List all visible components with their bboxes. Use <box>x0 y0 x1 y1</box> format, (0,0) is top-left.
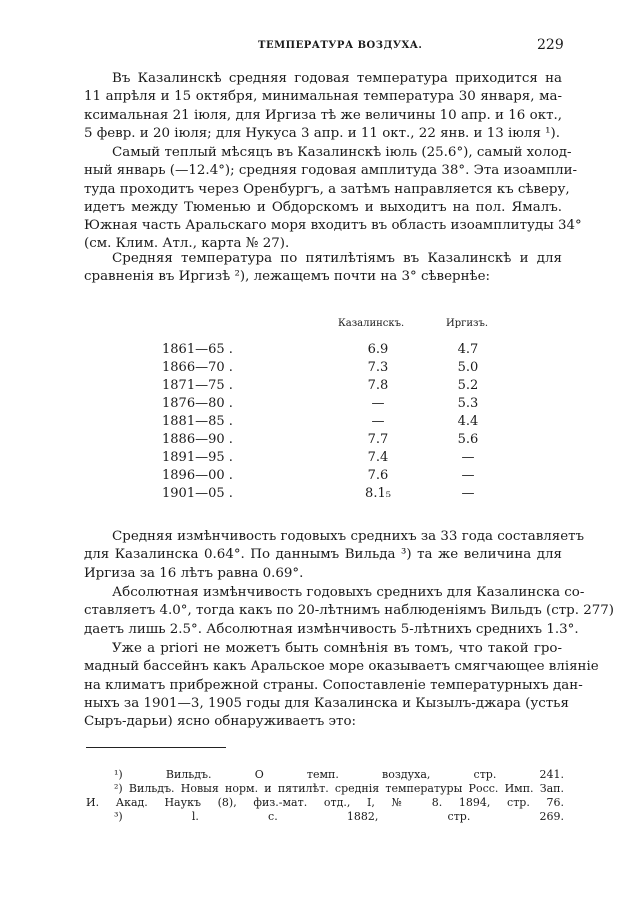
period-cell: 1901—05 . <box>162 486 233 501</box>
kazalinsk-cell: 7.7 <box>367 432 389 447</box>
footnote-1: ¹) Вильдъ. О темп. воздуха, стр. 241. <box>114 768 564 781</box>
text-line: Южная часть Аральскаго моря входитъ въ область изоамплитуды 34° <box>84 218 582 234</box>
paragraph-3 <box>84 250 562 287</box>
period-cell: 1896—00 . <box>162 468 233 483</box>
text-line: Средняя температура по пятилѣтіямъ въ Казалинскѣ и для <box>112 251 562 266</box>
table-row <box>158 450 518 468</box>
irgiz-cell: — <box>461 468 475 483</box>
irgiz-cell: 5.6 <box>457 432 479 447</box>
irgiz-cell: 5.2 <box>457 378 479 393</box>
irgiz-cell: 4.7 <box>457 342 479 357</box>
kazalinsk-cell: 7.4 <box>367 450 389 465</box>
period-cell: 1876—80 . <box>162 396 233 411</box>
footnote-2-cont: И. Акад. Наукъ (8), физ.-мат. отд., I, № 8. 1894, стр. 76. <box>86 796 564 809</box>
period-cell: 1866—70 . <box>162 360 233 375</box>
text-line: 5 февр. и 20 іюля; для Нукуса 3 апр. и 11 окт., 22 янв. и 13 іюля ¹). <box>84 125 560 141</box>
text-line: ныхъ за 1901—3, 1905 годы для Казалинска и Кызылъ-джара (устья <box>84 695 569 711</box>
kazalinsk-cell: 7.3 <box>367 360 389 375</box>
irgiz-cell: — <box>461 486 475 501</box>
text-line: ксимальная 21 іюля, для Иргиза тѣ же величины 10 апр. и 16 окт., <box>84 107 562 123</box>
text-line: Абсолютная измѣнчивость годовыхъ среднихъ для Казалинска со- <box>112 585 585 600</box>
paragraph-5 <box>84 584 615 639</box>
footnote-divider <box>86 747 226 748</box>
paragraph-2 <box>84 144 582 254</box>
text-line: Самый теплый мѣсяцъ въ Казалинскѣ іюль (25.6°), самый холод- <box>112 145 572 160</box>
text-line: туда проходитъ через Оренбургъ, а затѣмъ направляется къ сѣверу, <box>84 181 570 197</box>
text-line: (см. Клим. Атл., карта № 27). <box>84 236 290 252</box>
text-line: идетъ между Тюменью и Обдорскомъ и выходитъ на пол. Ямалъ. <box>84 199 562 215</box>
irgiz-cell: 4.4 <box>457 414 479 429</box>
text-line: Средняя измѣнчивость годовыхъ среднихъ за 33 года составляетъ <box>112 529 585 544</box>
text-line: ставляетъ 4.0°, тогда какъ по 20-лѣтнимъ наблюденіямъ Вильдъ (стр. 277) <box>84 603 615 619</box>
table-row <box>158 486 518 504</box>
table-row <box>158 414 518 432</box>
text-line: даетъ лишь 2.5°. Абсолютная измѣнчивость 5-лѣтнихъ среднихъ 1.3°. <box>84 621 579 637</box>
kazalinsk-cell: 7.8 <box>367 378 389 393</box>
table-row <box>158 360 518 378</box>
text-line: Въ Казалинскѣ средняя годовая температура приходится на <box>112 71 562 86</box>
period-cell: 1891—95 . <box>162 450 233 465</box>
irgiz-cell: 5.0 <box>457 360 479 375</box>
page-number: 229 <box>537 37 564 53</box>
text-line: мадный бассейнъ какъ Аральское море оказываетъ смягчающее вліяніе <box>84 659 599 675</box>
text-line: Сыръ-дарьи) ясно обнаруживаетъ это: <box>84 714 357 730</box>
text-line: Уже a priori не можетъ быть сомнѣнія въ томъ, что такой гро- <box>112 641 562 656</box>
kazalinsk-cell: 8.1₅ <box>365 486 391 501</box>
kazalinsk-cell: 6.9 <box>367 342 389 357</box>
text-line: 11 апрѣля и 15 октября, минимальная температура 30 января, ма- <box>84 89 562 105</box>
column-header-irgiz: Иргизъ. <box>446 318 489 329</box>
irgiz-cell: — <box>461 450 475 465</box>
table-row <box>158 342 518 360</box>
period-cell: 1871—75 . <box>162 378 233 393</box>
period-cell: 1881—85 . <box>162 414 233 429</box>
table-row <box>158 396 518 414</box>
period-cell: 1861—65 . <box>162 342 233 357</box>
table-row <box>158 468 518 486</box>
footnote-2: ²) Вильдъ. Новыя норм. и пятилѣт. среднія температуры Росс. Имп. Зап. <box>114 782 564 795</box>
table-row <box>158 432 518 450</box>
kazalinsk-cell: — <box>371 414 385 429</box>
text-line: сравненія въ Иргизѣ ²), лежащемъ почти на 3° сѣвернѣе: <box>84 269 491 285</box>
text-line: Иргиза за 16 лѣтъ равна 0.69°. <box>84 565 304 581</box>
paragraph-4 <box>84 528 585 583</box>
kazalinsk-cell: — <box>371 396 385 411</box>
text-line: на климатъ прибрежной страны. Сопоставленіе температурныхъ дан- <box>84 677 583 693</box>
kazalinsk-cell: 7.6 <box>367 468 389 483</box>
text-line: для Казалинска 0.64°. По даннымъ Вильда ³) та же величина для <box>84 547 562 563</box>
running-header-title: ТЕМПЕРАТУРА ВОЗДУХА. <box>258 40 423 51</box>
paragraph-6 <box>84 640 599 731</box>
irgiz-cell: 5.3 <box>457 396 479 411</box>
column-header-kazalinsk: Казалинскъ. <box>338 318 405 329</box>
period-cell: 1886—90 . <box>162 432 233 447</box>
paragraph-1 <box>84 70 562 143</box>
footnotes <box>86 768 564 824</box>
table-row <box>158 378 518 396</box>
footnote-3: ³) l. c. 1882, стр. 269. <box>114 810 564 823</box>
text-line: ный январь (—12.4°); средняя годовая амплитуда 38°. Эта изоампли- <box>84 163 578 179</box>
